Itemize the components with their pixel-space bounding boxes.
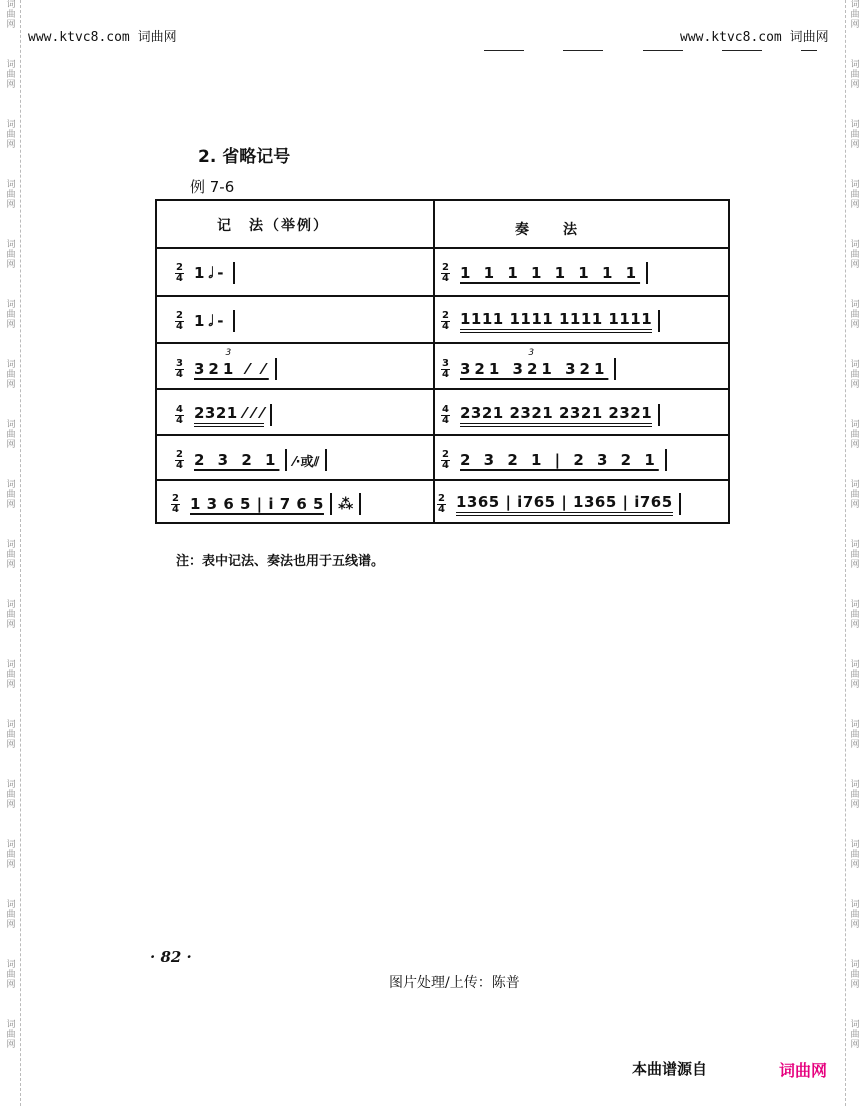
performance-cell <box>441 253 654 293</box>
watermark-group <box>846 240 864 280</box>
watermark-group <box>846 720 864 760</box>
watermark-char: 词 <box>850 660 860 670</box>
notation-notes: 1𝅗𝅥- <box>194 264 228 282</box>
barline <box>359 493 361 515</box>
barline <box>325 449 327 471</box>
watermark-char: 网 <box>6 740 16 750</box>
watermark-char: 曲 <box>850 190 860 200</box>
watermark-char: 网 <box>6 980 16 990</box>
watermark-group <box>846 600 864 640</box>
watermark-group <box>846 480 864 520</box>
performance-notes: 2321 2321 2321 2321 <box>460 404 652 427</box>
watermark-char: 曲 <box>6 970 16 980</box>
watermark-group <box>846 120 864 160</box>
performance-notes: 1111 1111 1111 1111 <box>460 310 652 333</box>
watermark-group <box>846 60 864 100</box>
barline <box>275 358 277 380</box>
watermark-char: 词 <box>6 900 16 910</box>
watermark-char: 词 <box>850 60 860 70</box>
watermark-group <box>2 900 20 940</box>
watermark-group <box>846 300 864 340</box>
watermark-char: 曲 <box>6 730 16 740</box>
watermark-char: 词 <box>850 960 860 970</box>
section-title: 2. 省略记号 <box>198 147 291 167</box>
watermark-char: 曲 <box>850 310 860 320</box>
watermark-char: 词 <box>850 0 860 10</box>
triplet-group <box>194 348 269 378</box>
watermark-char: 曲 <box>850 730 860 740</box>
barline <box>646 262 648 284</box>
notation-cell <box>175 349 283 389</box>
watermark-char: 词 <box>850 720 860 730</box>
watermark-char: 曲 <box>6 430 16 440</box>
table-note: 注：表中记法、奏法也用于五线谱。 <box>176 554 385 569</box>
barline <box>679 493 681 515</box>
notation-notes: 1𝅗𝅥- <box>194 312 228 330</box>
performance-cell <box>441 395 666 435</box>
performance-notes: 321 321 321 <box>460 360 609 378</box>
triplet-mark: 3 <box>528 348 535 358</box>
watermark-char: 网 <box>6 440 16 450</box>
watermark-char: 词 <box>6 660 16 670</box>
watermark-char: 曲 <box>850 790 860 800</box>
watermark-char: 网 <box>850 200 860 210</box>
watermark-group <box>846 960 864 1000</box>
watermark-char: 曲 <box>6 550 16 560</box>
watermark-char: 曲 <box>6 250 16 260</box>
image-credit: 图片处理/上传：陈普 <box>389 975 520 991</box>
watermark-char: 网 <box>850 320 860 330</box>
watermark-char: 网 <box>850 1040 860 1050</box>
watermark-group <box>2 1020 20 1060</box>
column-divider <box>433 201 435 522</box>
time-signature: 2 4 <box>442 309 449 332</box>
watermark-char: 曲 <box>6 850 16 860</box>
header-notation: 记 法（举例） <box>217 218 329 234</box>
watermark-group <box>2 420 20 460</box>
watermark-char: 网 <box>850 80 860 90</box>
watermark-char: 曲 <box>6 1030 16 1040</box>
header-rule <box>722 50 762 51</box>
watermark-char: 曲 <box>6 610 16 620</box>
barline <box>233 262 235 284</box>
watermark-group <box>2 540 20 580</box>
watermark-char: 词 <box>6 720 16 730</box>
watermark-group <box>2 660 20 700</box>
watermark-char: 词 <box>6 540 16 550</box>
example-label: 例 7-6 <box>190 178 235 196</box>
page-number: · 82 · <box>150 948 192 966</box>
watermark-group <box>846 0 864 40</box>
time-signature: 2 4 <box>176 448 183 471</box>
notation-cell <box>175 301 241 341</box>
time-signature: 2 4 <box>442 448 449 471</box>
watermark-char: 网 <box>6 1040 16 1050</box>
watermark-char: 网 <box>6 320 16 330</box>
watermark-char: 词 <box>6 1020 16 1030</box>
performance-cell <box>441 349 622 389</box>
watermark-char: 曲 <box>850 490 860 500</box>
time-signature: 3 4 <box>442 357 449 380</box>
watermark-char: 词 <box>6 240 16 250</box>
watermark-group <box>2 300 20 340</box>
barline <box>270 404 272 426</box>
watermark-char: 曲 <box>850 910 860 920</box>
watermark-char: 网 <box>850 740 860 750</box>
watermark-char: 网 <box>6 140 16 150</box>
barline <box>614 358 616 380</box>
watermark-char: 曲 <box>850 370 860 380</box>
time-signature: 3 4 <box>176 357 183 380</box>
row-divider <box>157 342 728 344</box>
header-rule <box>563 50 603 51</box>
watermark-char: 网 <box>6 200 16 210</box>
watermark-char: 网 <box>850 980 860 990</box>
watermark-group <box>846 360 864 400</box>
watermark-char: 曲 <box>850 1030 860 1040</box>
watermark-group <box>2 720 20 760</box>
watermark-group <box>846 540 864 580</box>
barline <box>665 449 667 471</box>
watermark-group <box>2 480 20 520</box>
watermark-char: 词 <box>850 900 860 910</box>
watermark-char: 词 <box>850 600 860 610</box>
header-rule <box>801 50 817 51</box>
watermark-char: 词 <box>6 840 16 850</box>
performance-cell <box>437 484 687 524</box>
watermark-char: 网 <box>850 800 860 810</box>
watermark-char: 网 <box>6 800 16 810</box>
watermark-char: 网 <box>6 80 16 90</box>
watermark-char: 词 <box>850 480 860 490</box>
triplet-group <box>460 348 609 378</box>
notation-notes: 2 3 2 1 <box>194 451 280 469</box>
watermark-char: 曲 <box>850 70 860 80</box>
watermark-char: 曲 <box>6 10 16 20</box>
watermark-group <box>2 60 20 100</box>
notation-notes: 1 3 6 5 | i 7 6 5 <box>190 495 324 513</box>
time-signature: 4 4 <box>176 403 183 426</box>
watermark-char: 词 <box>6 300 16 310</box>
watermark-char: 网 <box>6 860 16 870</box>
repeat-sign: ⁄·或⫽ <box>293 454 320 470</box>
watermark-char: 网 <box>850 20 860 30</box>
watermark-char: 网 <box>850 140 860 150</box>
row-divider <box>157 295 728 297</box>
watermark-char: 网 <box>6 380 16 390</box>
footer-site-link[interactable]: 词曲网 <box>779 1061 828 1080</box>
watermark-char: 曲 <box>850 970 860 980</box>
watermark-char: 网 <box>6 500 16 510</box>
right-watermark-strip <box>845 0 864 1106</box>
watermark-char: 词 <box>850 540 860 550</box>
notation-cell <box>171 484 367 524</box>
watermark-char: 词 <box>6 780 16 790</box>
notation-cell <box>175 395 278 435</box>
left-watermark-strip <box>2 0 21 1106</box>
watermark-group <box>846 420 864 460</box>
watermark-char: 词 <box>850 360 860 370</box>
watermark-char: 网 <box>850 260 860 270</box>
watermark-char: 词 <box>850 240 860 250</box>
watermark-char: 曲 <box>850 250 860 260</box>
watermark-char: 曲 <box>6 670 16 680</box>
barline <box>330 493 332 515</box>
watermark-char: 网 <box>850 560 860 570</box>
watermark-char: 曲 <box>850 670 860 680</box>
watermark-group <box>846 180 864 220</box>
time-signature: 2 4 <box>438 492 445 515</box>
watermark-char: 曲 <box>850 550 860 560</box>
watermark-char: 词 <box>6 360 16 370</box>
watermark-group <box>2 960 20 1000</box>
watermark-group <box>846 900 864 940</box>
watermark-char: 词 <box>850 1020 860 1030</box>
watermark-char: 曲 <box>6 490 16 500</box>
watermark-char: 网 <box>6 260 16 270</box>
barline <box>285 449 287 471</box>
notation-table <box>155 199 730 524</box>
watermark-char: 网 <box>850 680 860 690</box>
watermark-char: 词 <box>6 180 16 190</box>
repeat-sign: ⁂ <box>337 495 354 513</box>
header-performance: 奏 法 <box>515 222 579 238</box>
watermark-char: 网 <box>850 500 860 510</box>
header-rule <box>643 50 683 51</box>
watermark-char: 词 <box>850 420 860 430</box>
watermark-group <box>846 840 864 880</box>
footer-source-label: 本曲谱源自 <box>632 1060 708 1078</box>
barline <box>658 404 660 426</box>
watermark-char: 曲 <box>6 310 16 320</box>
row-divider <box>157 247 728 249</box>
watermark-char: 曲 <box>6 70 16 80</box>
watermark-group <box>846 1020 864 1060</box>
watermark-group <box>2 180 20 220</box>
watermark-group <box>846 780 864 820</box>
performance-notes: 1365 | i765 | 1365 | i765 <box>456 493 673 516</box>
watermark-char: 词 <box>6 960 16 970</box>
notation-notes: 2321 ⁄ ⁄ ⁄ <box>194 404 264 427</box>
watermark-char: 词 <box>6 120 16 130</box>
watermark-char: 网 <box>6 680 16 690</box>
watermark-char: 曲 <box>850 10 860 20</box>
watermark-char: 曲 <box>850 130 860 140</box>
watermark-char: 词 <box>6 60 16 70</box>
time-signature: 2 4 <box>176 261 183 284</box>
watermark-group <box>2 240 20 280</box>
header-site-url-left[interactable]: www.ktvc8.com 词曲网 <box>28 30 177 45</box>
watermark-char: 词 <box>850 840 860 850</box>
watermark-group <box>2 600 20 640</box>
time-signature: 2 4 <box>442 261 449 284</box>
watermark-char: 网 <box>6 920 16 930</box>
watermark-char: 曲 <box>850 430 860 440</box>
watermark-char: 网 <box>850 440 860 450</box>
watermark-char: 词 <box>6 600 16 610</box>
watermark-char: 词 <box>850 300 860 310</box>
watermark-char: 网 <box>6 620 16 630</box>
watermark-char: 曲 <box>6 370 16 380</box>
barline <box>658 310 660 332</box>
watermark-char: 网 <box>6 20 16 30</box>
performance-cell <box>441 440 673 480</box>
watermark-group <box>2 840 20 880</box>
performance-cell <box>441 301 666 341</box>
notation-cell <box>175 253 241 293</box>
header-rule <box>484 50 524 51</box>
performance-notes: 2 3 2 1 | 2 3 2 1 <box>460 451 659 469</box>
watermark-char: 网 <box>850 620 860 630</box>
time-signature: 2 4 <box>172 492 179 515</box>
notation-notes: 321 ⁄ ⁄ <box>194 360 269 378</box>
barline <box>233 310 235 332</box>
watermark-char: 词 <box>6 0 16 10</box>
watermark-char: 词 <box>6 480 16 490</box>
watermark-group <box>2 360 20 400</box>
watermark-char: 曲 <box>6 190 16 200</box>
watermark-group <box>2 780 20 820</box>
watermark-group <box>2 120 20 160</box>
watermark-char: 词 <box>6 420 16 430</box>
performance-notes: 1 1 1 1 1 1 1 1 <box>460 264 641 282</box>
watermark-char: 网 <box>6 560 16 570</box>
triplet-mark: 3 <box>225 348 232 358</box>
watermark-char: 网 <box>850 380 860 390</box>
watermark-char: 曲 <box>6 130 16 140</box>
watermark-group <box>2 0 20 40</box>
watermark-char: 曲 <box>6 790 16 800</box>
header-site-url-right[interactable]: www.ktvc8.com 词曲网 <box>680 30 829 45</box>
watermark-char: 词 <box>850 780 860 790</box>
watermark-char: 曲 <box>6 910 16 920</box>
watermark-char: 网 <box>850 920 860 930</box>
watermark-char: 曲 <box>850 850 860 860</box>
time-signature: 4 4 <box>442 403 449 426</box>
watermark-char: 曲 <box>850 610 860 620</box>
time-signature: 2 4 <box>176 309 183 332</box>
watermark-char: 词 <box>850 180 860 190</box>
notation-cell <box>175 440 333 480</box>
watermark-group <box>846 660 864 700</box>
watermark-char: 词 <box>850 120 860 130</box>
watermark-char: 网 <box>850 860 860 870</box>
